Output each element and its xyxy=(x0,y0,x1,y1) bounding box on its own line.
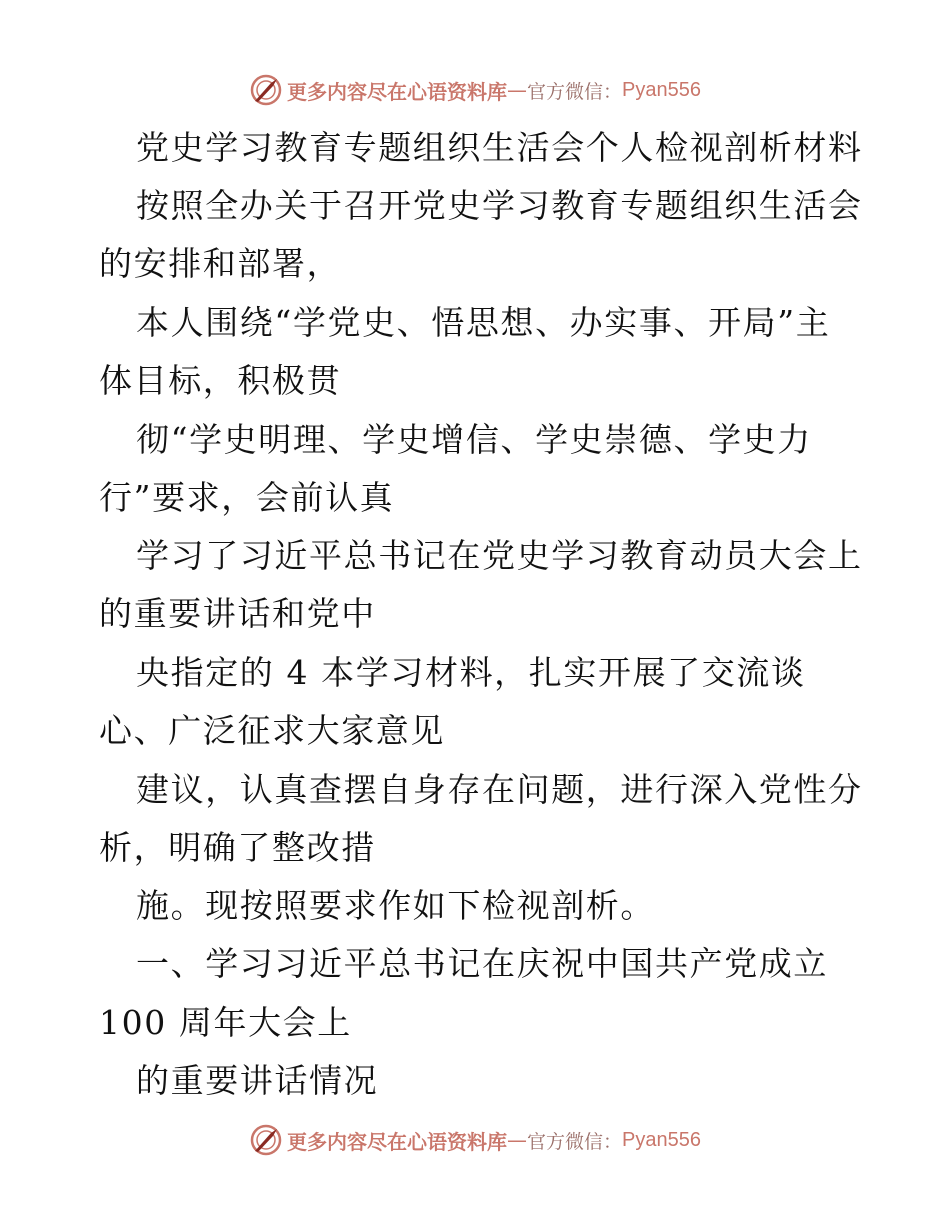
paragraph-line: 央指定的 4 本学习材料，扎实开展了交流谈 xyxy=(136,653,806,692)
paragraph-line: 施。现按照要求作如下检视剖析。 xyxy=(136,886,655,925)
watermark-handle: Pyan556 xyxy=(622,78,701,101)
header-watermark xyxy=(0,70,950,110)
watermark-handle: Pyan556 xyxy=(622,1128,701,1151)
watermark-brand: 更多内容尽在心语资料库 xyxy=(287,79,507,104)
paragraph-line: 的安排和部署， xyxy=(99,244,342,283)
quill-logo-icon xyxy=(249,1123,283,1157)
section-heading: 的重要讲话情况 xyxy=(136,1061,379,1100)
paragraph-line: 析，明确了整改措 xyxy=(99,828,376,867)
paragraph-line: 彻“学史明理、学史增信、学史崇德、学史力 xyxy=(136,420,812,459)
quill-logo-icon xyxy=(249,73,283,107)
paragraph-line: 体目标，积极贯 xyxy=(99,361,342,400)
paragraph-line: 建议，认真查摆自身存在问题，进行深入党性分 xyxy=(136,770,863,809)
paragraph-line: 本人围绕“学党史、悟思想、办实事、开局”主 xyxy=(136,303,831,342)
document-title: 党史学习教育专题组织生活会个人检视剖析材料 xyxy=(136,128,863,167)
paragraph-line: 按照全办关于召开党史学习教育专题组织生活会 xyxy=(136,186,863,225)
paragraph-line: 行”要求，会前认真 xyxy=(99,478,395,517)
watermark-wechat-label: 官方微信： xyxy=(527,1130,623,1153)
watermark-wechat-label: 官方微信： xyxy=(527,80,623,103)
watermark-dash: — xyxy=(507,78,527,102)
section-heading: 一、学习习近平总书记在庆祝中国共产党成立 xyxy=(136,944,828,983)
watermark-brand: 更多内容尽在心语资料库 xyxy=(287,1129,507,1154)
section-heading: 100 周年大会上 xyxy=(99,1003,352,1042)
watermark-dash: — xyxy=(507,1128,527,1152)
paragraph-line: 心、广泛征求大家意见 xyxy=(99,711,445,750)
footer-watermark xyxy=(0,1120,950,1160)
paragraph-line: 学习了习近平总书记在党史学习教育动员大会上 xyxy=(136,536,863,575)
paragraph-line: 的重要讲话和党中 xyxy=(99,594,376,633)
